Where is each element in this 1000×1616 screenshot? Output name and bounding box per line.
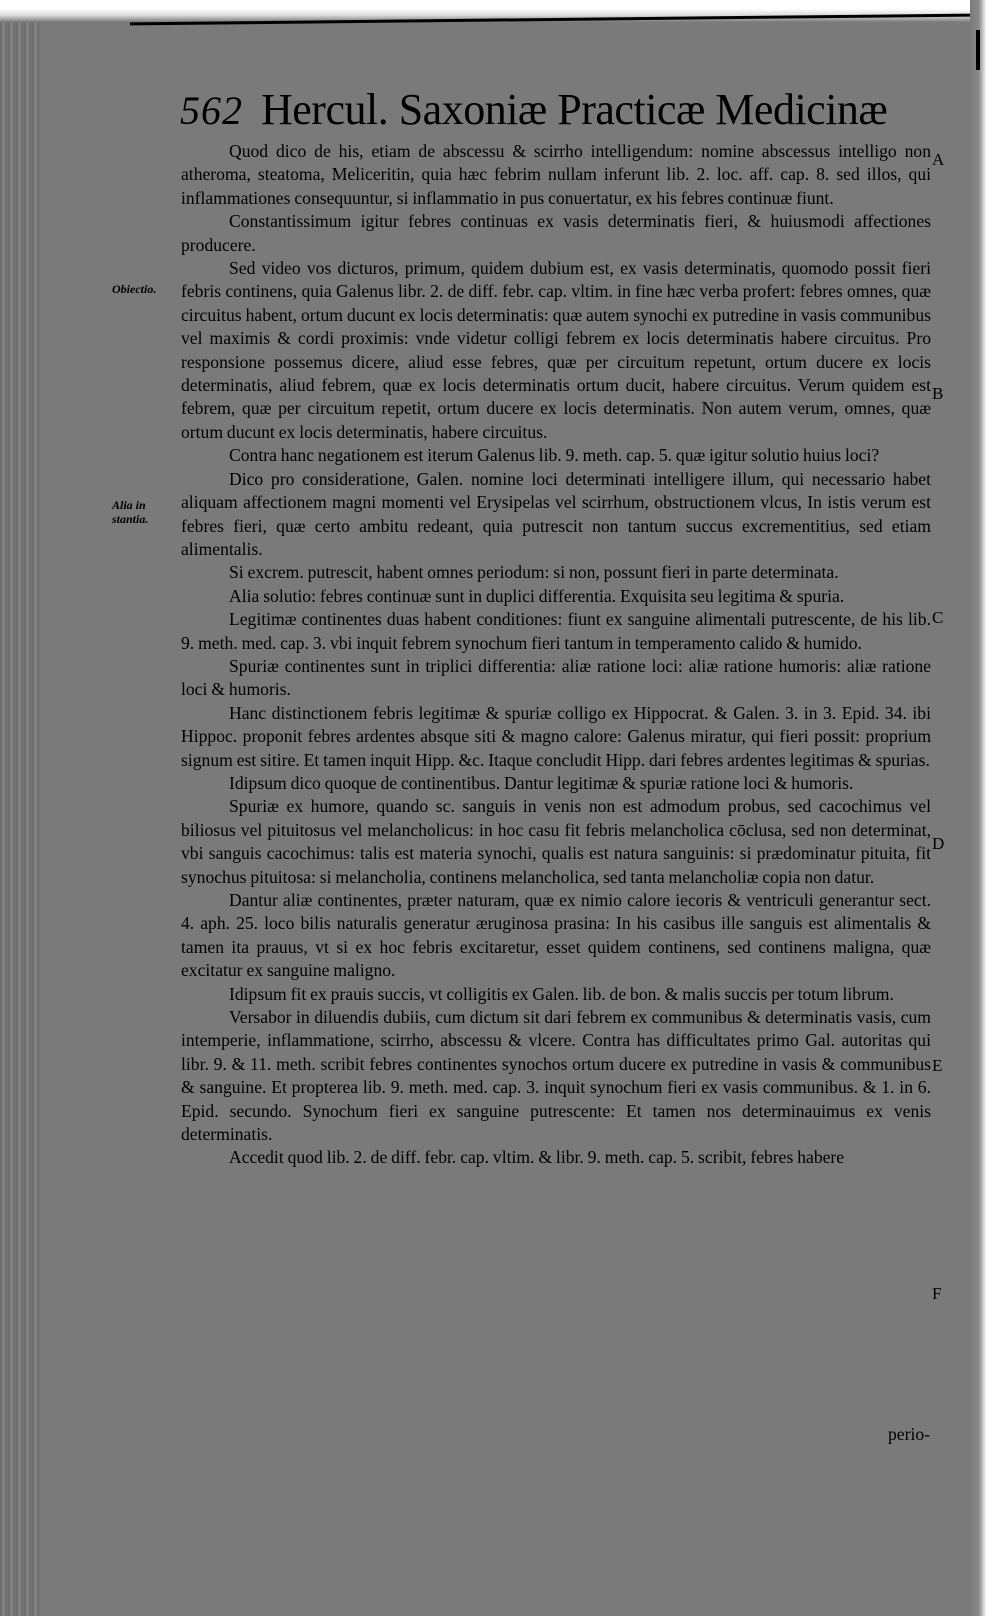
margin-letter-e: E — [932, 1056, 943, 1075]
body-text — [181, 140, 931, 1170]
page-number: 562 — [180, 88, 243, 133]
margin-letter-a: A — [932, 150, 945, 169]
margin-letter-b: B — [932, 384, 944, 403]
page-title: Hercul. Saxoniæ Practicæ Medicinæ — [261, 85, 888, 134]
paragraph: Sed video vos dicturos, primum, quidem dubium est, ex vasis determinatis, quomodo possit fieri febris continens, quia Galenus libr. 2. de diff. febr. cap. vltim. in fine hæc verba profert: febres omnes, quæ circuitus habent, ortum ducunt ex locis determinatis: quæ autem synochi ex putredine in vasis communibus vel maximis & cordi proximis: vnde videtur colligi febrem ex locis determinatis habere circuitus. Pro responsione possemus dicere, aliud esse febres, quæ per circuitum repetunt, ortum ducere ex locis determinatis, aliud febrem, quæ ex locis determinatis ortum ducit, habere circuitus. Verum quidem est febrem, quæ per circuitum repetit, ortum ducere ex locis determinatis. Non autem verum, omnes, quæ ortum ducunt ex locis determinatis, habere circuitus. — [181, 258, 931, 442]
paragraph: Dico pro consideratione, Galen. nomine loci determinati intelligere illum, qui necessario habet aliquam affectionem magni momenti vel Erysipelas vel scirrhum, obstructionem vlcus, In istis verum est febres fieri, quæ certo ambitu redeant, quia putrescit non tantum succus excrementitius, sed etiam alimentalis. — [181, 468, 931, 559]
page-right-edge — [970, 0, 1000, 1616]
running-head — [180, 84, 888, 140]
right-edge-mark — [976, 30, 980, 70]
paragraph: Versabor in diluendis dubiis, cum dictum sit dari febrem ex communibus & determinatis vasis, cum intemperie, inflammatione, scirrho, abscessu & vlcere. Contra has difficultates primo Gal. autoritas qui libr. 9. & 11. meth. scribit febres continentes synochos ortum ducere ex putredine in vasis & communibus & sanguine. Et propterea lib. 9. meth. med. cap. 3. inquit synochum fieri ex vasis communibus. & 1. in 6. Epid. secundo. Synochum fieri ex sanguine putrescente: Et tamen nos determinauimus ex venis determinatis. — [181, 1007, 931, 1145]
paragraph: Hanc distinctionem febris legitimæ & spuriæ colligo ex Hippocrat. & Galen. 3. in 3. Epid. 34. ibi Hippoc. proponit febres ardentes absque siti & magno calore: Galenus miratur, qui fieri possit: proprium signum est sitire. Et tamen inquit Hipp. &c. Itaque concludit Hipp. dari febres ardentes legitimas & spurias. — [181, 702, 931, 770]
catchword: perio- — [887, 1424, 930, 1444]
paragraph: Legitimæ continentes duas habent conditiones: fiunt ex sanguine alimentali putrescente, de his lib. 9. meth. med. cap. 3. vbi inquit febrem synochum fieri tantum in temperamento calido & humido. — [181, 609, 931, 653]
paragraph: Alia solutio: febres continuæ sunt in duplici differentia. Exquisita seu legitima & spuria. — [229, 585, 845, 606]
sidenote-objectio: Obiectio. — [112, 282, 157, 296]
binding-shadow — [0, 0, 40, 1616]
paragraph: Idipsum dico quoque de continentibus. Dantur legitimæ & spuriæ ratione loci & humoris. — [229, 772, 854, 793]
paragraph: Quod dico de his, etiam de abscessu & scirrho intelligendum: nomine abscessus intelligo non atheroma, steatoma, Meliceritin, quia hæc febrim nullam inferunt lib. 2. loc. aff. cap. 8. sed illos, qui inflammationes consequuntur, si inflammatio in pus conuertatur, ex his febres continuæ fiunt. — [181, 141, 931, 208]
margin-letter-f: F — [932, 1284, 942, 1303]
paragraph: Contra hanc negationem est iterum Galenus lib. 9. meth. cap. 5. quæ igitur solutio huius loci? — [229, 445, 880, 466]
sidenote-alia-instantia: Alia in stantia. — [112, 498, 149, 526]
paragraph: Constantissimum igitur febres continuas ex vasis determinatis fieri, & huiusmodi affectiones producere. — [181, 211, 931, 255]
paragraph: Spuriæ continentes sunt in triplici differentia: aliæ ratione loci: aliæ ratione humoris: aliæ ratione loci & humoris. — [181, 655, 931, 700]
margin-letter-c: C — [932, 608, 944, 627]
paragraph: Spuriæ ex humore, quando sc. sanguis in venis non est admodum probus, sed cacochimus vel biliosus vel pituitosus vel melancholicus: in hoc casu fit febris melancholica cōclusa, sed non determinat, vbi sanguis cacochimus: talis est materia synochi, qualis est natura sanguinis: si prædominatur pituita, fit synochus pituitosa: si melancholia, continens melancholica, sed tanta melancholiæ copia non datur. — [181, 796, 931, 887]
paragraph: Idipsum fit ex prauis succis, vt colligitis ex Galen. lib. de bon. & malis succis per totum librum. — [229, 983, 894, 1004]
margin-letter-d: D — [932, 834, 945, 853]
paragraph: Dantur aliæ continentes, præter naturam, quæ ex nimio calore iecoris & ventriculi generantur sect. 4. aph. 25. loco bilis naturalis generatur æruginosa prasina: In his casibus ille sanguis est alimentalis & tamen ita prauus, vt si ex hoc febris excitaretur, esset quidem continens, sed continens maligna, quæ excitatur ex sanguine maligno. — [181, 890, 931, 981]
paragraph: Accedit quod lib. 2. de diff. febr. cap. vltim. & libr. 9. meth. cap. 5. scribit, febres habere — [229, 1147, 845, 1168]
paragraph: Si excrem. putrescit, habent omnes periodum: si non, possunt fieri in parte determinata. — [229, 562, 839, 583]
